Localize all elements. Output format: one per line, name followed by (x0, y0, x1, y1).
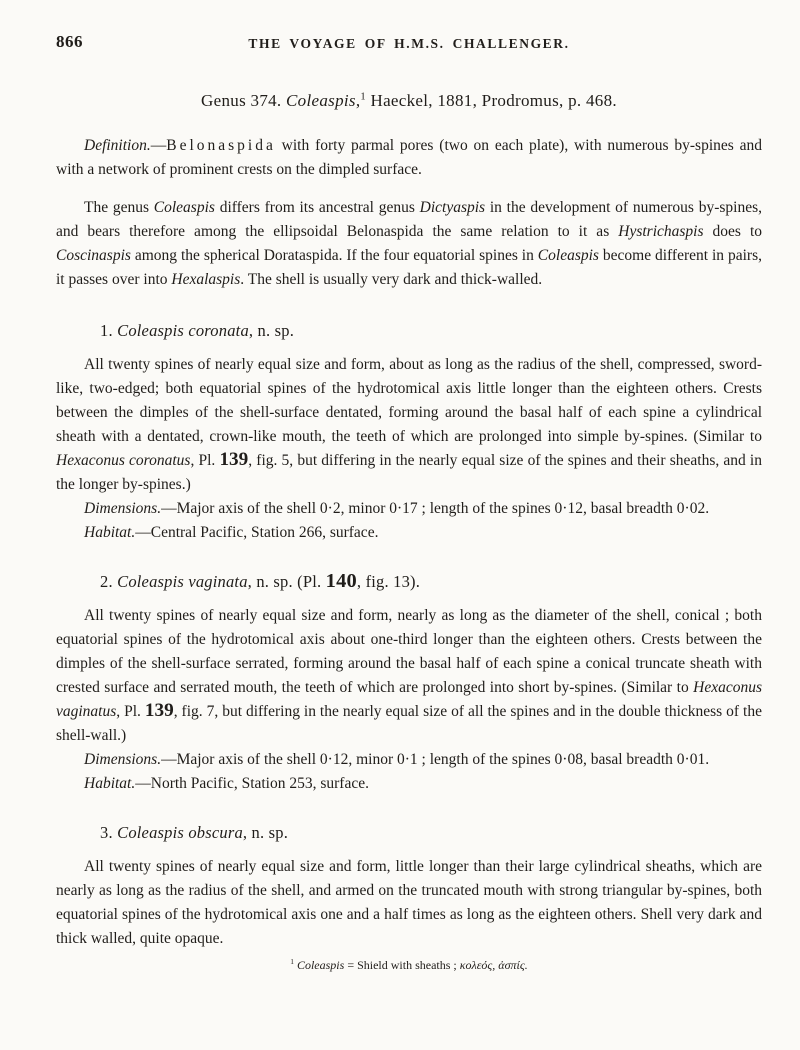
page-number: 866 (56, 32, 83, 51)
definition-paragraph: Definition.—Belonaspida with forty parmal pores (two on each plate), with numerous by-spines and with a network of prominent crests on the dimpled surface. (56, 137, 762, 178)
species-section-2 (56, 569, 762, 796)
species-3-description: All twenty spines of nearly equal size and form, little longer than their large cylindrical sheaths, which are nearly as long as the radius of the shell, and armed on the truncated mouth with strong triangular by-spines, both equatorial spines of the hydrotomical axis one and a half times as long as the eighteen others. Shell very dark and thick walled, quite opaque. (56, 858, 762, 947)
species-2-dimensions: Dimensions.—Major axis of the shell 0·12, minor 0·1 ; length of the spines 0·08, basal breadth 0·01. (84, 751, 710, 768)
species-1-dimensions: Dimensions.—Major axis of the shell 0·2, minor 0·17 ; length of the spines 0·12, basal breadth 0·02. (84, 500, 710, 517)
footnote: $^1$ Coleaspis = Shield with sheaths ; κολεός, ἀσπίς. (290, 957, 528, 972)
species-section-1 (56, 318, 762, 545)
genus-intro-paragraph: The genus Coleaspis differs from its ancestral genus Dictyaspis in the development of numerous by-spines, and bears therefore among the ellipsoidal Belonaspida the same relation to it as Hystrichaspis does to Coscinaspis among the spherical Dorataspida. If the four equatorial spines in Coleaspis become different in pairs, it passes over into Hexalaspis. The shell is usually very dark and thick-walled. (56, 199, 762, 288)
species-section-3 (56, 820, 762, 951)
running-head: THE VOYAGE OF H.M.S. CHALLENGER. (248, 36, 570, 51)
page-header (56, 30, 762, 52)
species-1-description: All twenty spines of nearly equal size and form, about as long as the radius of the shell, compressed, sword-like, two-edged; both equatorial spines of the hydrotomical axis little longer than the eighteen others. Crests between the dimples of the shell-surface dentated, forming around the basal half of each spine a cylindrical sheath with a dentated, crown-like mouth, the teeth of which are prolonged into simple by-spines. (Similar to Hexaconus coronatus, Pl. 139, fig. 5, but differing in the nearly equal size of the spines and their sheaths, and in the longer by-spines.) (56, 356, 762, 493)
species-1-heading: 1. Coleaspis coronata, n. sp. (100, 321, 295, 340)
species-1-habitat: Habitat.—Central Pacific, Station 266, surface. (84, 524, 379, 541)
species-3-heading: 3. Coleaspis obscura, n. sp. (100, 823, 289, 842)
species-2-habitat: Habitat.—North Pacific, Station 253, surface. (84, 775, 369, 792)
genus-heading: Genus 374. Coleaspis,$^1$ Haeckel, 1881, Prodromus, p. 468. (201, 91, 617, 110)
species-2-description: All twenty spines of nearly equal size and form, nearly as long as the diameter of the shell, conical ; both equatorial spines of the hydrotomical axis about one-third longer than the eighteen others. Crests between the dimples of the shell-surface serrated, forming around the basal half of each spine a conical truncate sheath with crested surface and serrated mouth, the teeth of which are prolonged into short by-spines. (Similar to Hexaconus vaginatus, Pl. 139, fig. 7, but differing in the nearly equal size of all the spines and in the double thickness of the shell-wall.) (56, 607, 762, 744)
species-2-heading: 2. Coleaspis vaginata, n. sp. (Pl. 140, fig. 13). (100, 570, 421, 592)
